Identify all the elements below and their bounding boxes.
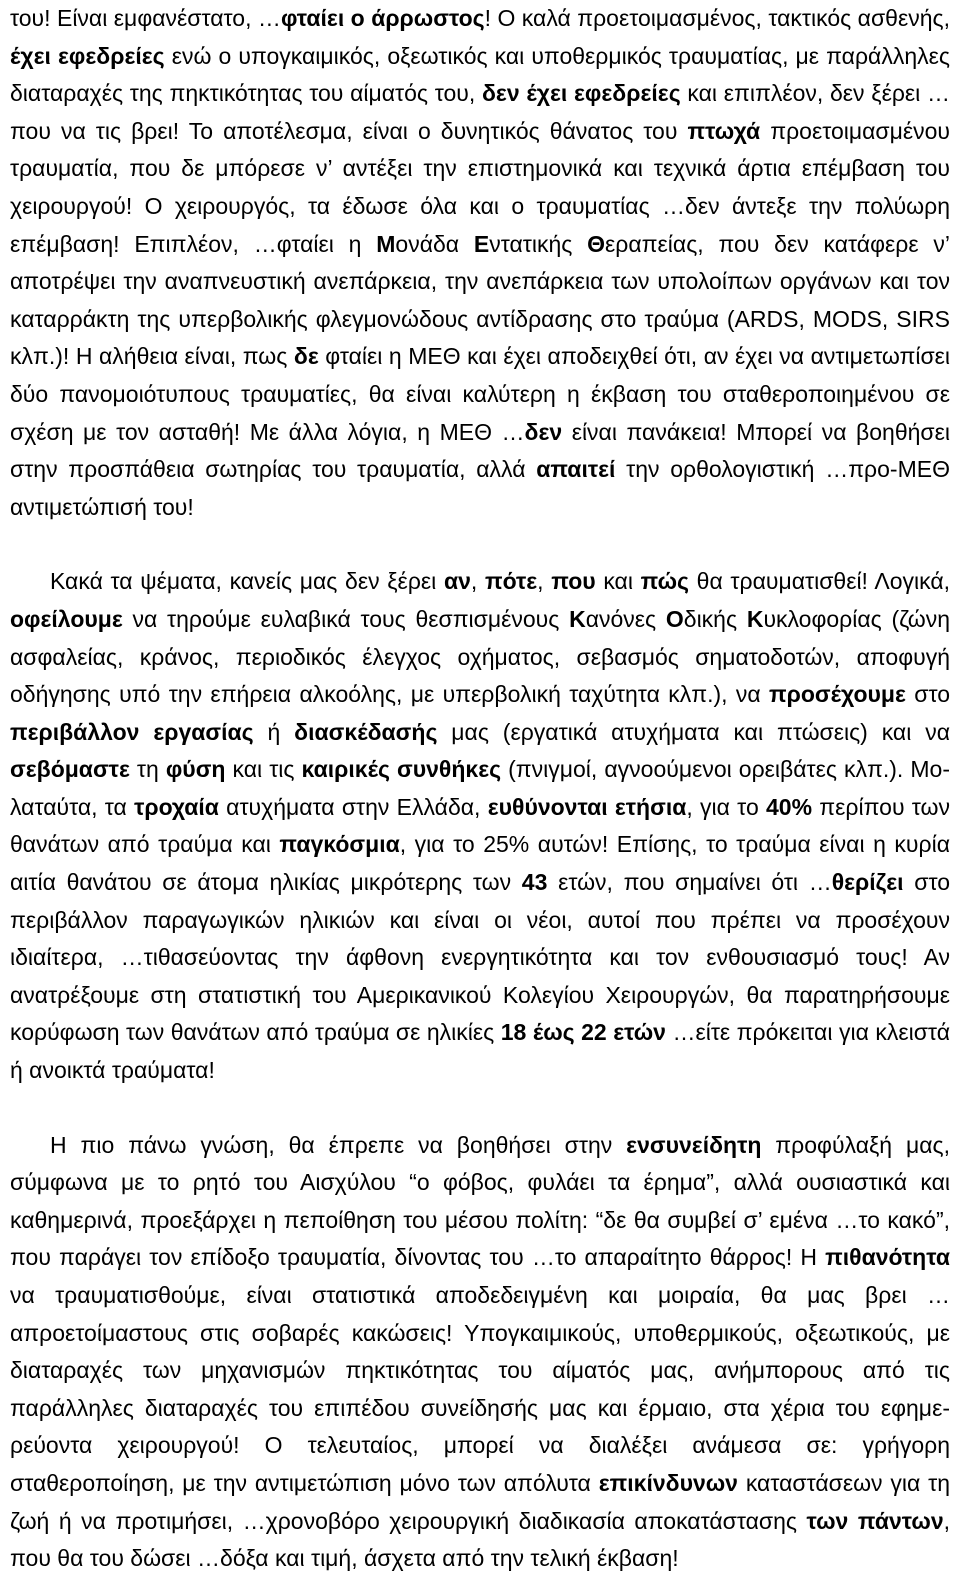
bold-text-run: των πάντων [806, 1507, 944, 1534]
text-run: να τηρούμε ευλαβικά τους θεσπισμένους [122, 605, 570, 632]
text-run: προετοιμασμένου τραυματία, που δε μπόρεσε ν’ αντέξει την επιστημονικά και τεχνικά άρτια επέμβαση του χειρουργού! Ο χειρουργός, τα έδωσε όλα και ο τραυματίας …δεν άντεξε την πολύωρη επέμβαση! Επιπλέον, …φταίει η [10, 117, 951, 257]
bold-text-run: περιβάλλον εργασίας [10, 718, 254, 745]
paragraph-2 [10, 563, 950, 1089]
bold-text-run: δεν [524, 418, 563, 445]
bold-text-run: αν [443, 568, 471, 595]
text-run: υκλοφορίας (ζώνη ασφαλείας, κράνος, περιοδικός έλεγχος οχήματος, σεβασμός σηματοδοτών, αποφυγή οδήγησης υπό την επήρεια αλκοόλης, με υπερβολική ταχύτητα κλπ.), να [10, 605, 950, 708]
bold-text-run: παγκόσμια [279, 831, 400, 858]
text-run: να τραυματισθούμε, είναι στατιστικά αποδεδειγμένη και μοιραία, θα μας βρει …απροετοίμαστους στις σοβαρές κακώσεις! Υπογκαιμικούς, υποθερμικούς, οξεωτικούς, με διαταραχές των μηχανισμών πηκτικότητας του αίματός μας, ανήμπορους από τις παράλληλες διαταραχές του επιπέδου συνείδησής μας και έρμαιο, στα χέρια του εφημερεύοντα χειρουργού! Ο τελευταίος, μπορεί να διαλέξει ανάμεσα σε: γρήγορη σταθεροποίηση, με την αντιμετώπιση μόνο των απόλυτα [10, 1282, 950, 1496]
bold-text-run: έχει εφεδρείες [10, 42, 165, 69]
bold-text-run: οφείλουμε [10, 605, 123, 632]
bold-text-run: δεν έχει εφεδρείες [481, 80, 681, 107]
text-run: θα τραυματισθεί! Λογικά, [688, 568, 951, 595]
bold-text-run: ευθύνονται ετήσια [487, 793, 687, 820]
text-run: περίπου των θανάτων από τραύμα και [10, 793, 951, 858]
text-run: την ορθολογιστική …προ-ΜΕΘ αντιμετώπισή του! [10, 456, 950, 520]
bold-text-run: καιρικές συνθήκες [301, 756, 502, 783]
text-run: καταστάσεων για τη ζωή ή να προτιμήσει, …χρονοβόρο χειρουργική διαδικασία αποκατάστασης [10, 1469, 951, 1534]
text-run: εραπείας, που δεν κατάφερε ν’ αποτρέψει την αναπνευστική ανεπάρκεια, την ανεπάρκεια των υπολοίπων οργάνων και τον καταρράκτη της υπερβολικής φλεγμονώδους αντίδρασης στο τραύμα (ARDS, MODS, SIRS κλπ.)! Η αλήθεια είναι, πως [10, 230, 951, 370]
text-run: ανόνες [585, 605, 666, 632]
bold-text-run: διασκέδασής [294, 718, 438, 745]
paragraph-1 [10, 0, 950, 526]
text-run: και τις [225, 756, 302, 783]
text-run: Κακά τα ψέματα, κανείς μας δεν ξέρει [50, 568, 444, 595]
bold-text-run: 40% [766, 793, 813, 820]
bold-text-run: Κ [746, 605, 764, 632]
text-run: Η πιο πάνω γνώση, θα έπρεπε να βοηθήσει στην [50, 1131, 627, 1158]
bold-text-run: φταίει ο άρρωστος [280, 5, 485, 31]
bold-text-run: 18 έως 22 ετών [500, 1019, 666, 1046]
text-run: δικής [683, 605, 747, 632]
text-run: ή [253, 718, 295, 745]
text-run: ατυχήματα στην Ελλάδα, [218, 793, 488, 820]
bold-text-run: Ο [665, 605, 684, 632]
text-run: ετών, που σημαίνει ότι … [547, 869, 832, 896]
text-run: ονάδα [395, 230, 474, 257]
text-run: ! Ο καλά προετοιμασμένος, τακτικός ασθενής, [484, 5, 950, 31]
bold-text-run: ενσυνείδητη [626, 1131, 762, 1158]
bold-text-run: Μ [376, 230, 396, 257]
text-run: προφύλαξή μας, σύμφωνα με το ρητό του Αισχύλου “ο φόβος, φυλάει τα έρημα”, αλλά ουσιαστικά και καθημερινά, προεξάρχει η πεποίθηση του μέσου πολίτη: “δε θα συμβεί σ’ εμένα …το κακό”, που παράγει τον επίδοξο τραυματία, δίνοντας του …το απαραίτητο θάρρος! Η [10, 1131, 951, 1271]
bold-text-run: που [551, 568, 596, 595]
text-run: (πνιγμοί, αγνοούμενοι ορειβάτες κλπ.). Μολαταύτα, τα [10, 756, 950, 820]
bold-text-run: θερίζει [831, 869, 904, 896]
text-run: και [595, 568, 641, 595]
text-run: στο περιβάλλον παραγωγικών ηλικιών και είναι οι νέοι, αυτοί που πρέπει να προσέχουν ιδιαίτερα, …τιθασεύοντας την άφθονη ενεργητικότητα και τον ενθουσιασμό τους! Αν ανατρέξουμε στη στατιστική του Αμερικανικού Κολεγίου Χειρουργών, θα παρατηρήσουμε κορύφωση των θανάτων από τραύμα σε ηλικίες [10, 869, 950, 1046]
bold-text-run: Κ [569, 605, 586, 632]
bold-text-run: 43 [521, 869, 548, 896]
bold-text-run: προσέχουμε [769, 681, 906, 708]
text-run: , [470, 568, 485, 595]
bold-text-run: σεβόμαστε [10, 756, 130, 783]
text-run: του! Είναι εμφανέστατο, … [10, 5, 281, 31]
text-run: , [537, 568, 552, 595]
bold-text-run: επικίνδυνων [598, 1469, 738, 1496]
text-run: , που θα του δώσει …δόξα και τιμή, άσχετα από την τελική έκβαση! [10, 1507, 951, 1572]
bold-text-run: απαιτεί [536, 456, 616, 483]
text-run: , για το [686, 793, 766, 820]
bold-text-run: πότε [484, 568, 538, 595]
bold-text-run: Ε [473, 230, 490, 257]
paragraph-3 [10, 1127, 950, 1578]
bold-text-run: πώς [640, 568, 689, 595]
text-run: είναι πανάκεια! Μπορεί να βοηθήσει στην προσπάθεια σωτηρίας του τραυματία, αλλά [10, 418, 950, 483]
text-run: …είτε πρόκειται για κλειστά ή ανοικτά τραύματα! [10, 1019, 950, 1084]
bold-text-run: πιθανότητα [825, 1244, 950, 1271]
text-run: τη [129, 756, 166, 783]
text-run: , για το 25% αυτών! Επίσης, το τραύμα είναι η κυρία αιτία θανάτου σε άτομα ηλικίας μικρότερης των [10, 831, 950, 896]
text-run: μας (εργατικά ατυχήματα και πτώσεις) και να [437, 718, 950, 745]
bold-text-run: Θ [587, 230, 606, 257]
text-run: ντατικής [489, 230, 588, 257]
bold-text-run: δε [293, 343, 319, 370]
text-run: ενώ ο υπογκαιμικός, οξεωτικός και υποθερμικός τραυματίας, με παράλληλες διαταραχές της πηκτικότητας του αίματός του, [10, 42, 950, 107]
bold-text-run: τροχαία [134, 793, 219, 820]
text-run: φταίει η ΜΕΘ και έχει αποδειχθεί ότι, αν έχει να αντιμετωπίσει δύο πανομοιότυπους τραυματίες, θα είναι καλύτερη η έκβαση του σταθεροποιημένου σε σχέση με τον ασταθή! Με άλλα λόγια, η ΜΕΘ … [10, 343, 950, 445]
text-run: στο [905, 681, 950, 708]
text-run: και επιπλέον, δεν ξέρει …που να τις βρει! Το αποτέλεσμα, είναι ο δυνητικός θάνατος του [10, 80, 950, 144]
bold-text-run: φύση [165, 756, 226, 783]
bold-text-run: πτωχά [687, 117, 761, 144]
